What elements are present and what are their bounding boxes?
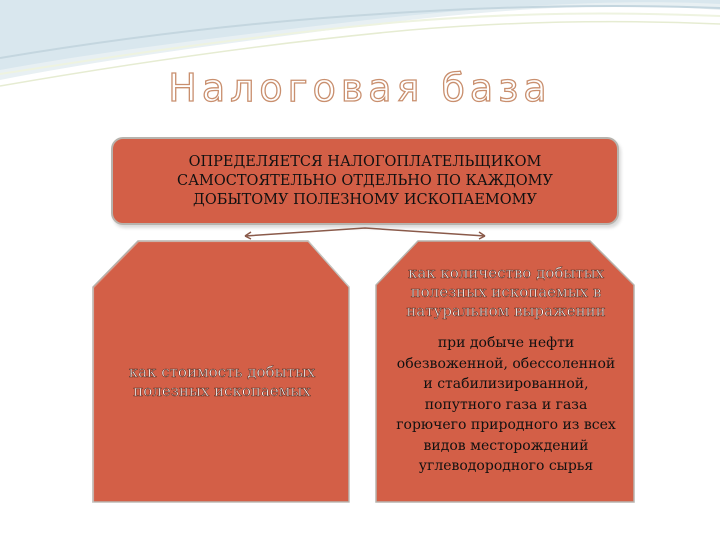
top-box-text: ОПРЕДЕЛЯЕТСЯ НАЛОГОПЛАТЕЛЬЩИКОМ САМОСТОЯТЕЛЬНО ОТДЕЛЬНО ПО КАЖДОМУ ДОБЫТОМУ ПОЛЕЗНОМУ ИСКОПАЕМОМУ [176,153,554,208]
right-box-heading: как количество добытых полезных ископаемых в натуральном выражении [406,264,606,320]
right-box-body: при добыче нефти обезвоженной, обессоленной и стабилизированной, попутного газа и газа горючего природного из всех видов месторождений углеводородного сырья [396,335,616,474]
slide-title: Налоговая база [168,66,552,110]
left-box-text: как стоимость добытых полезных ископаемых [128,363,316,400]
